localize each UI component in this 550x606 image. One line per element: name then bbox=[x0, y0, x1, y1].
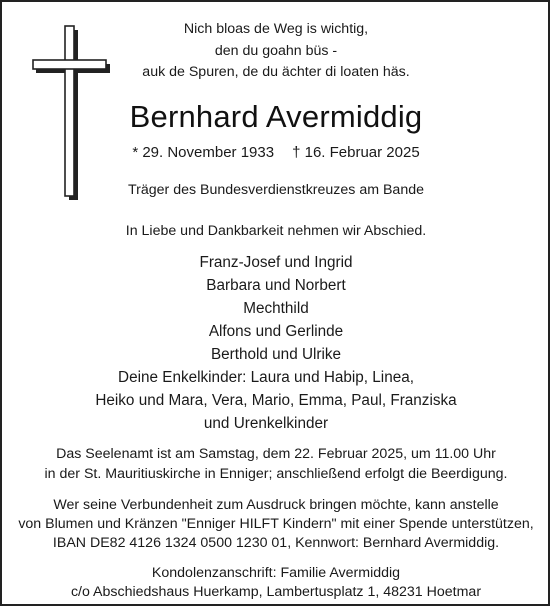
grandchildren-line: und Urenkelkinder bbox=[203, 415, 329, 432]
life-dates bbox=[132, 144, 419, 162]
farewell-line: In Liebe und Dankbarkeit nehmen wir Abschied. bbox=[125, 223, 427, 239]
deceased-name: Bernhard Avermiddig bbox=[129, 99, 423, 134]
condolence-line: c/o Abschiedshaus Huerkamp, Lambertusplatz 1, 48231 Hoetmar bbox=[70, 584, 482, 600]
service-line: Das Seelenamt ist am Samstag, dem 22. Februar 2025, um 11.00 Uhr bbox=[56, 446, 496, 462]
family-member: Barbara und Norbert bbox=[206, 277, 346, 294]
death-date: † 16. Februar 2025 bbox=[292, 144, 420, 161]
grandchildren-line: Heiko und Mara, Vera, Mario, Emma, Paul, Franziska bbox=[95, 392, 457, 409]
poem-line: Nich bloas de Weg is wichtig, bbox=[183, 21, 369, 37]
poem-line: auk de Spuren, de du ächter di loaten häs. bbox=[142, 64, 410, 80]
family-member: Berthold und Ulrike bbox=[210, 346, 342, 363]
donation-line: von Blumen und Kränzen "Enniger HILFT Kindern" mit einer Spende unterstützen, bbox=[18, 516, 534, 532]
poem-line: den du goahn büs - bbox=[214, 43, 338, 59]
honor-line: Träger des Bundesverdienstkreuzes am Bande bbox=[128, 182, 424, 198]
family-member: Alfons und Gerlinde bbox=[208, 323, 344, 340]
cross-icon bbox=[32, 24, 110, 200]
family-member: Mechthild bbox=[243, 300, 309, 317]
service-line: in der St. Mauritiuskirche in Enniger; anschließend erfolgt die Beerdigung. bbox=[44, 466, 508, 482]
donation-line: IBAN DE82 4126 1324 0500 1230 01, Kennwort: Bernhard Avermiddig. bbox=[52, 535, 500, 551]
donation-line: Wer seine Verbundenheit zum Ausdruck bringen möchte, kann anstelle bbox=[53, 497, 499, 513]
family-member: Franz-Josef und Ingrid bbox=[199, 254, 353, 271]
birth-date: * 29. November 1933 bbox=[132, 144, 275, 161]
grandchildren-line: Deine Enkelkinder: Laura und Habip, Linea, bbox=[118, 369, 414, 386]
condolence-line: Kondolenzanschrift: Familie Avermiddig bbox=[151, 565, 401, 581]
